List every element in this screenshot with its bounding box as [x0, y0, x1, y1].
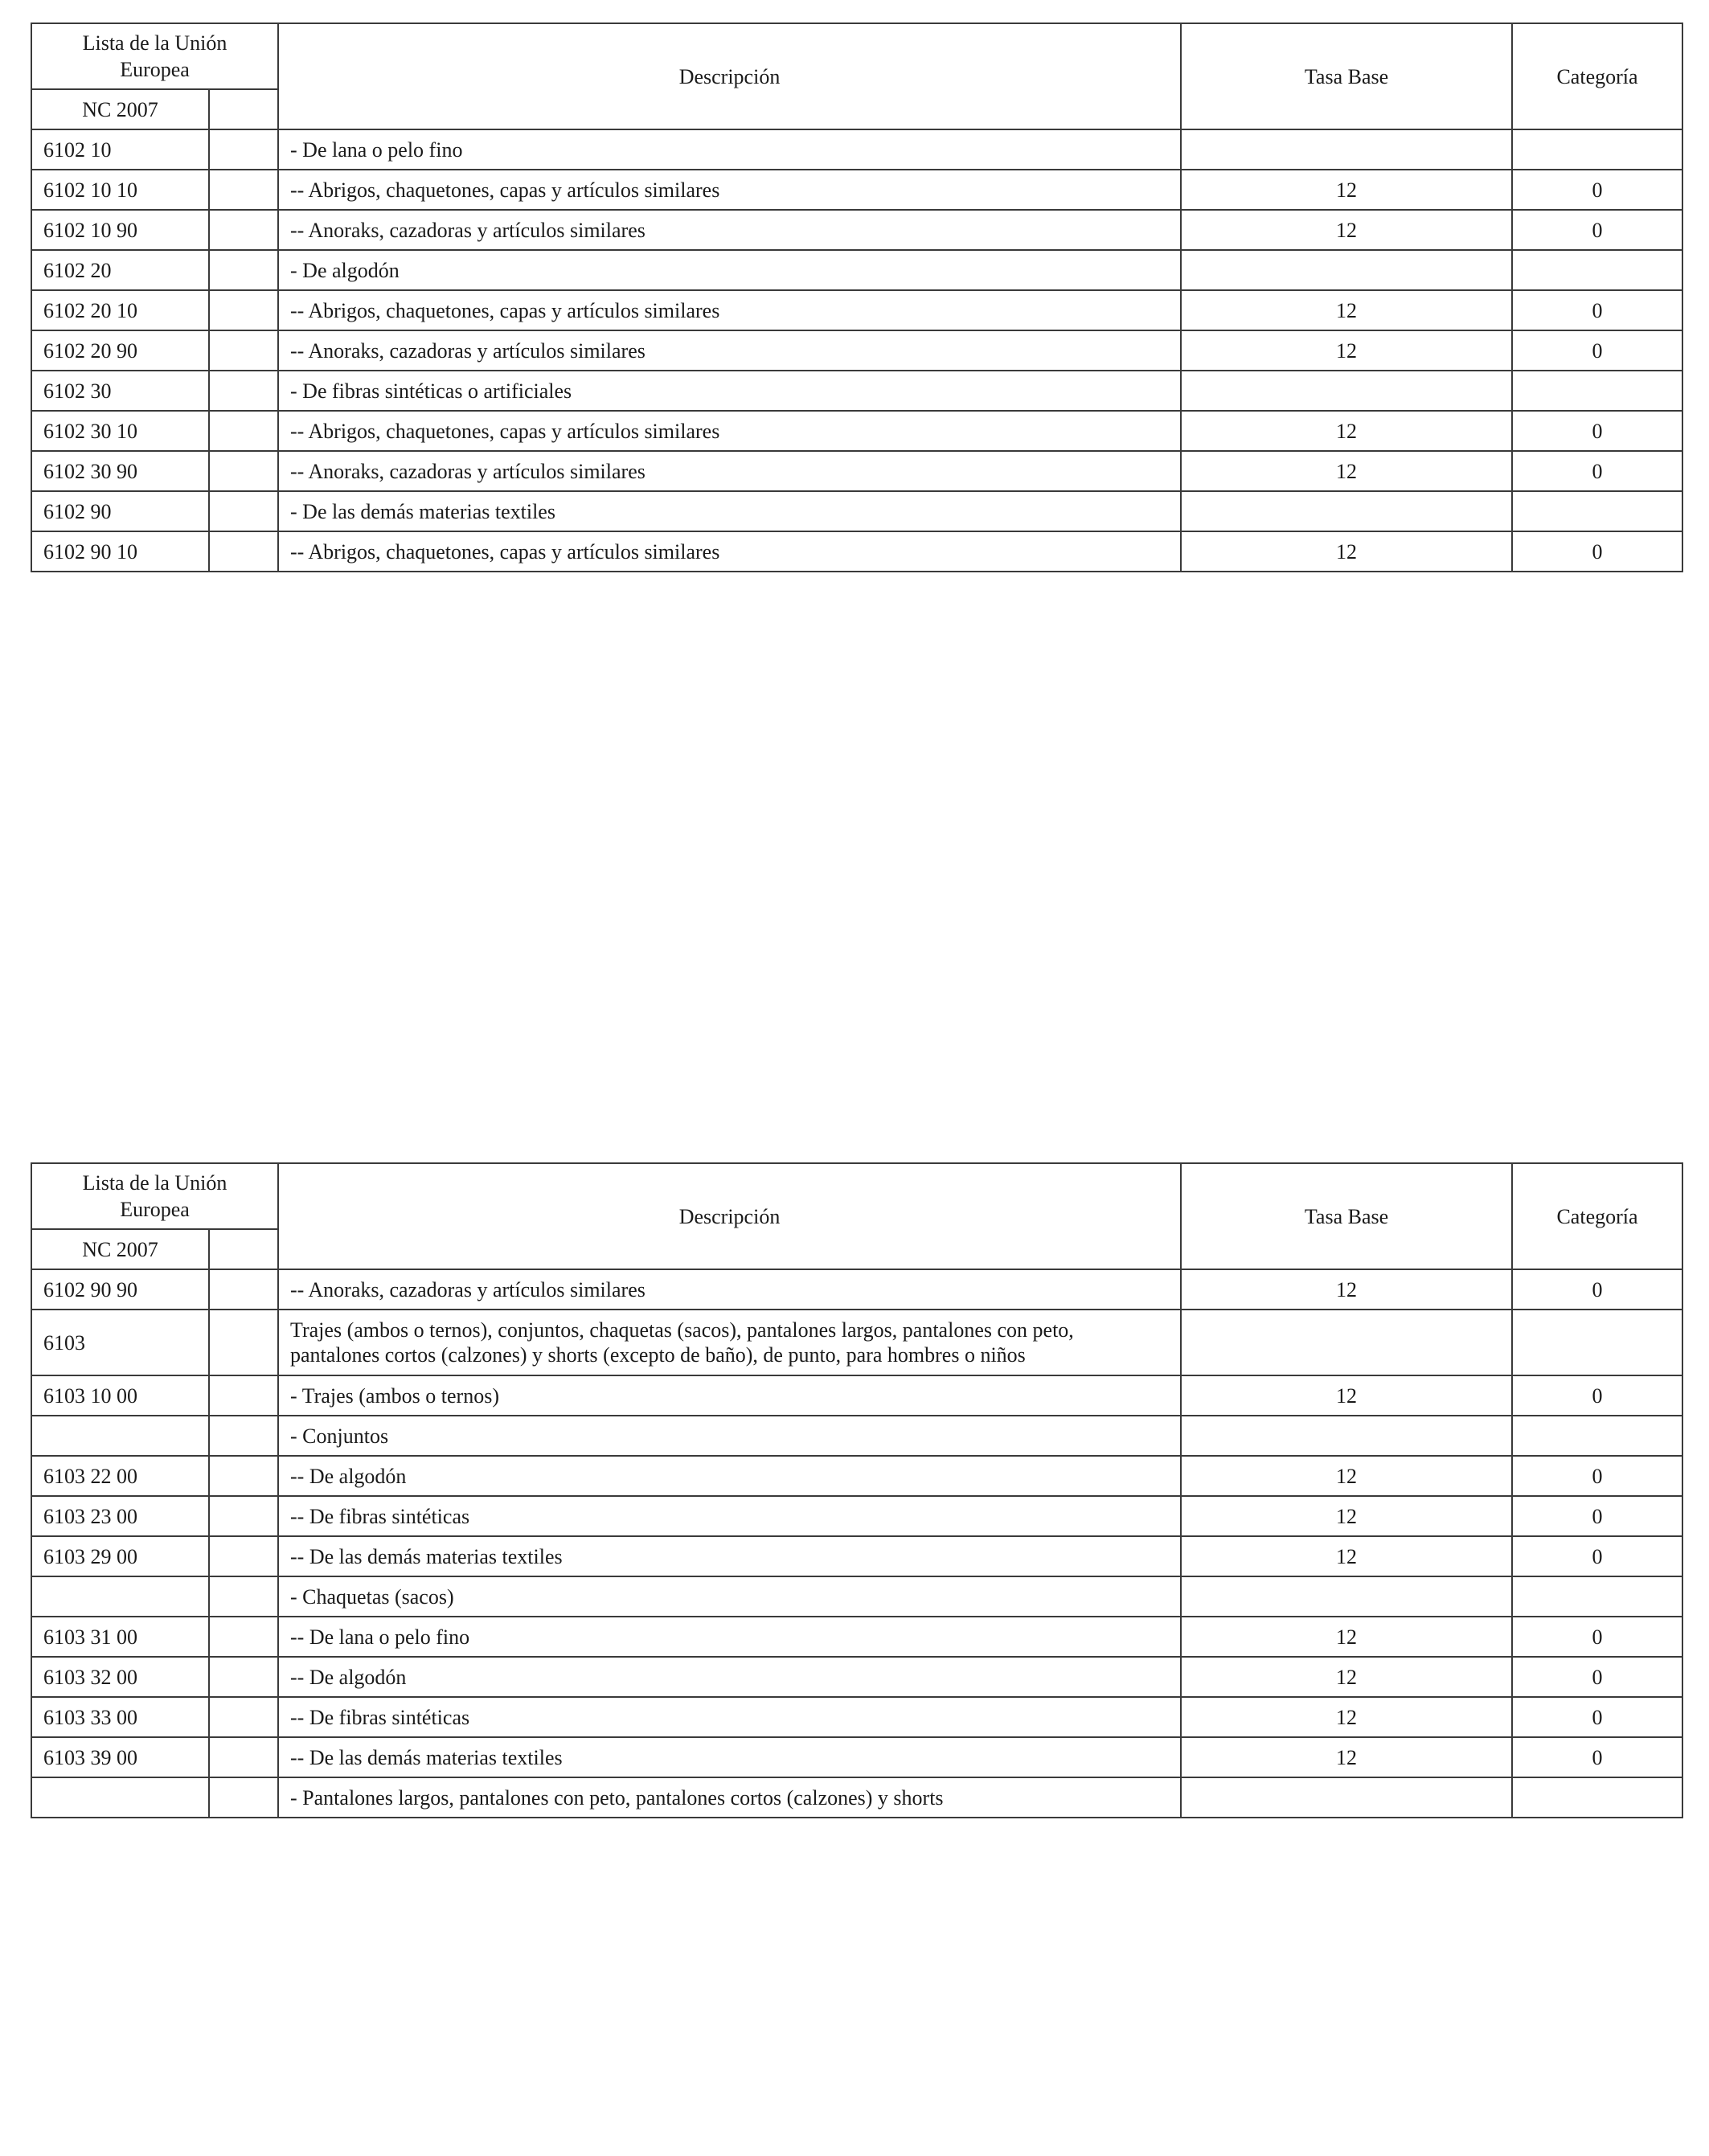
cell-empty: [209, 1536, 278, 1576]
cell-desc: -- Anoraks, cazadoras y artículos similares: [278, 330, 1181, 371]
cell-desc: -- De fibras sintéticas: [278, 1697, 1181, 1737]
cell-tasa: 12: [1181, 210, 1512, 250]
cell-empty: [209, 1777, 278, 1818]
cell-empty: [209, 1617, 278, 1657]
cell-desc: -- De algodón: [278, 1456, 1181, 1496]
cell-desc: - De lana o pelo fino: [278, 129, 1181, 170]
cell-empty: [209, 330, 278, 371]
table-row: [31, 1416, 1682, 1456]
cell-code: 6103 33 00: [31, 1697, 209, 1737]
cell-desc: -- De fibras sintéticas: [278, 1496, 1181, 1536]
header-nc-2007: NC 2007: [31, 89, 209, 129]
cell-tasa: [1181, 1310, 1512, 1375]
table-row: [31, 170, 1682, 210]
table-row: [31, 371, 1682, 411]
cell-desc: -- Abrigos, chaquetones, capas y artículos similares: [278, 290, 1181, 330]
table-row: [31, 1777, 1682, 1818]
cell-cat: 0: [1512, 210, 1682, 250]
table-row: [31, 1536, 1682, 1576]
cell-desc: -- Anoraks, cazadoras y artículos similares: [278, 210, 1181, 250]
cell-tasa: [1181, 1416, 1512, 1456]
cell-empty: [209, 1657, 278, 1697]
cell-cat: [1512, 1777, 1682, 1818]
cell-empty: [209, 1310, 278, 1375]
cell-empty: [209, 371, 278, 411]
cell-cat: 0: [1512, 411, 1682, 451]
cell-desc: Trajes (ambos o ternos), conjuntos, chaquetas (sacos), pantalones largos, pantalones con peto, pantalones cortos (calzones) y shorts (excepto de baño), de punto, para hombres o niños: [278, 1310, 1181, 1375]
cell-empty: [209, 129, 278, 170]
cell-code: 6103: [31, 1310, 209, 1375]
header-nc-2007: NC 2007: [31, 1229, 209, 1269]
cell-code: 6103 23 00: [31, 1496, 209, 1536]
cell-desc: - De las demás materias textiles: [278, 491, 1181, 531]
cell-tasa: [1181, 129, 1512, 170]
cell-empty: [209, 1496, 278, 1536]
cell-empty: [209, 170, 278, 210]
header-categoria: Categoría: [1512, 1163, 1682, 1269]
header-tasa-base: Tasa Base: [1181, 1163, 1512, 1269]
cell-code: [31, 1777, 209, 1818]
cell-code: 6102 90: [31, 491, 209, 531]
cell-tasa: [1181, 250, 1512, 290]
table-row: [31, 1697, 1682, 1737]
cell-tasa: 12: [1181, 1496, 1512, 1536]
cell-tasa: 12: [1181, 1617, 1512, 1657]
cell-cat: 0: [1512, 1269, 1682, 1310]
cell-tasa: [1181, 491, 1512, 531]
cell-desc: - De algodón: [278, 250, 1181, 290]
cell-cat: 0: [1512, 1456, 1682, 1496]
cell-code: 6102 30 90: [31, 451, 209, 491]
table-row: [31, 1737, 1682, 1777]
table-row: [31, 1375, 1682, 1416]
cell-cat: 0: [1512, 1375, 1682, 1416]
header-row: [31, 23, 1682, 89]
cell-empty: [209, 1269, 278, 1310]
cell-desc: -- Anoraks, cazadoras y artículos similares: [278, 451, 1181, 491]
cell-code: 6103 22 00: [31, 1456, 209, 1496]
cell-empty: [209, 1737, 278, 1777]
tariff-table-1: [31, 23, 1683, 572]
table-row: [31, 290, 1682, 330]
cell-desc: -- Abrigos, chaquetones, capas y artículos similares: [278, 531, 1181, 572]
cell-code: 6102 20 90: [31, 330, 209, 371]
cell-tasa: 12: [1181, 531, 1512, 572]
cell-tasa: 12: [1181, 170, 1512, 210]
cell-cat: [1512, 1576, 1682, 1617]
cell-code: 6103 39 00: [31, 1737, 209, 1777]
table-row: [31, 250, 1682, 290]
cell-cat: 0: [1512, 1617, 1682, 1657]
table-row: [31, 1310, 1682, 1375]
cell-tasa: 12: [1181, 1456, 1512, 1496]
cell-desc: -- Abrigos, chaquetones, capas y artículos similares: [278, 411, 1181, 451]
cell-cat: 0: [1512, 330, 1682, 371]
cell-code: 6102 20 10: [31, 290, 209, 330]
table-row: [31, 210, 1682, 250]
table-row: [31, 330, 1682, 371]
table-row: [31, 1456, 1682, 1496]
cell-cat: [1512, 1310, 1682, 1375]
cell-tasa: [1181, 1576, 1512, 1617]
cell-empty: [209, 1576, 278, 1617]
cell-tasa: 12: [1181, 1657, 1512, 1697]
cell-cat: 0: [1512, 1496, 1682, 1536]
cell-desc: - Conjuntos: [278, 1416, 1181, 1456]
cell-tasa: 12: [1181, 1697, 1512, 1737]
table-row: [31, 1617, 1682, 1657]
cell-cat: 0: [1512, 1657, 1682, 1697]
cell-cat: [1512, 129, 1682, 170]
cell-desc: - Pantalones largos, pantalones con peto, pantalones cortos (calzones) y shorts: [278, 1777, 1181, 1818]
tariff-table-2: [31, 1162, 1683, 1818]
table-row: [31, 451, 1682, 491]
cell-tasa: 12: [1181, 330, 1512, 371]
cell-code: 6102 30: [31, 371, 209, 411]
header-empty-cell: [209, 89, 278, 129]
table-row: [31, 129, 1682, 170]
cell-cat: [1512, 371, 1682, 411]
cell-cat: 0: [1512, 451, 1682, 491]
cell-desc: -- Anoraks, cazadoras y artículos similares: [278, 1269, 1181, 1310]
header-empty-cell: [209, 1229, 278, 1269]
table-row: [31, 1269, 1682, 1310]
cell-code: [31, 1576, 209, 1617]
cell-desc: -- De algodón: [278, 1657, 1181, 1697]
cell-cat: [1512, 491, 1682, 531]
cell-empty: [209, 1375, 278, 1416]
header-tasa-base: Tasa Base: [1181, 23, 1512, 129]
cell-desc: -- De lana o pelo fino: [278, 1617, 1181, 1657]
cell-desc: - Chaquetas (sacos): [278, 1576, 1181, 1617]
cell-desc: -- De las demás materias textiles: [278, 1737, 1181, 1777]
cell-code: 6103 31 00: [31, 1617, 209, 1657]
cell-desc: -- De las demás materias textiles: [278, 1536, 1181, 1576]
cell-code: 6102 90 90: [31, 1269, 209, 1310]
cell-empty: [209, 451, 278, 491]
cell-tasa: 12: [1181, 451, 1512, 491]
table-row: [31, 1657, 1682, 1697]
cell-cat: 0: [1512, 170, 1682, 210]
cell-code: 6103 10 00: [31, 1375, 209, 1416]
cell-tasa: [1181, 1777, 1512, 1818]
cell-code: 6103 32 00: [31, 1657, 209, 1697]
cell-empty: [209, 210, 278, 250]
cell-desc: - Trajes (ambos o ternos): [278, 1375, 1181, 1416]
cell-cat: [1512, 250, 1682, 290]
cell-cat: 0: [1512, 1536, 1682, 1576]
cell-empty: [209, 1697, 278, 1737]
table-row: [31, 411, 1682, 451]
cell-desc: -- Abrigos, chaquetones, capas y artículos similares: [278, 170, 1181, 210]
cell-code: 6102 90 10: [31, 531, 209, 572]
cell-code: 6102 10: [31, 129, 209, 170]
cell-tasa: 12: [1181, 1269, 1512, 1310]
table-row: [31, 1496, 1682, 1536]
cell-empty: [209, 290, 278, 330]
table-row: [31, 1576, 1682, 1617]
cell-empty: [209, 491, 278, 531]
cell-code: 6102 20: [31, 250, 209, 290]
cell-desc: - De fibras sintéticas o artificiales: [278, 371, 1181, 411]
cell-tasa: 12: [1181, 290, 1512, 330]
cell-tasa: [1181, 371, 1512, 411]
cell-code: [31, 1416, 209, 1456]
cell-empty: [209, 1456, 278, 1496]
header-descripcion: Descripción: [278, 1163, 1181, 1269]
cell-tasa: 12: [1181, 411, 1512, 451]
cell-cat: [1512, 1416, 1682, 1456]
header-lista-ue: Lista de la Unión Europea: [31, 23, 278, 89]
header-categoria: Categoría: [1512, 23, 1682, 129]
cell-code: 6103 29 00: [31, 1536, 209, 1576]
cell-tasa: 12: [1181, 1375, 1512, 1416]
cell-code: 6102 30 10: [31, 411, 209, 451]
header-lista-ue: Lista de la Unión Europea: [31, 1163, 278, 1229]
header-descripcion: Descripción: [278, 23, 1181, 129]
table-row: [31, 531, 1682, 572]
cell-empty: [209, 411, 278, 451]
cell-cat: 0: [1512, 1697, 1682, 1737]
cell-code: 6102 10 90: [31, 210, 209, 250]
cell-empty: [209, 1416, 278, 1456]
header-row: [31, 1163, 1682, 1229]
cell-empty: [209, 531, 278, 572]
cell-cat: 0: [1512, 290, 1682, 330]
table-row: [31, 491, 1682, 531]
cell-cat: 0: [1512, 1737, 1682, 1777]
cell-tasa: 12: [1181, 1536, 1512, 1576]
cell-empty: [209, 250, 278, 290]
cell-cat: 0: [1512, 531, 1682, 572]
cell-tasa: 12: [1181, 1737, 1512, 1777]
cell-code: 6102 10 10: [31, 170, 209, 210]
